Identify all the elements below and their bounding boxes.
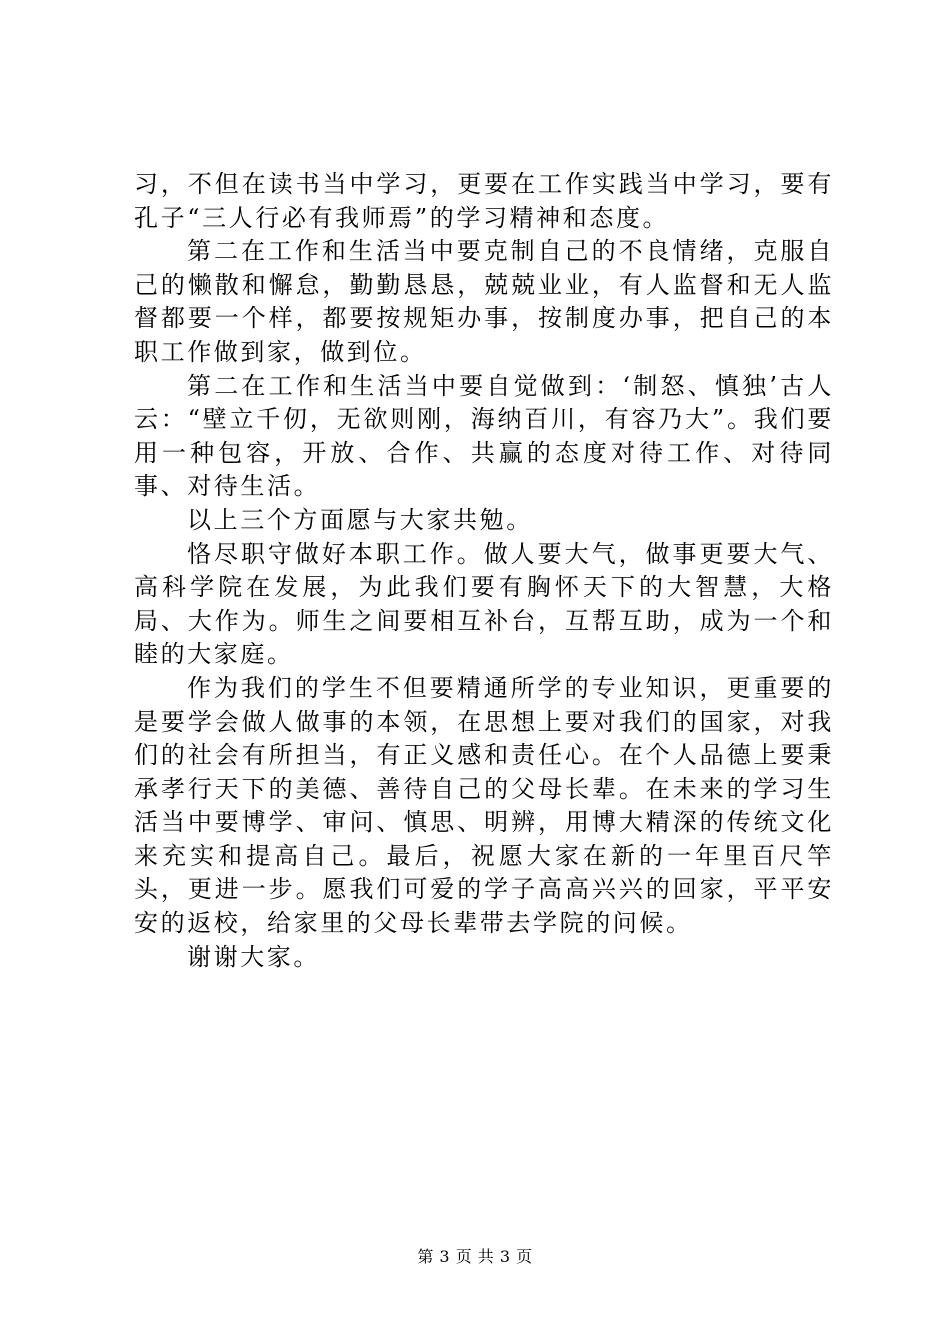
document-body	[134, 168, 834, 974]
paragraph-6: 作为我们的学生不但要精通所学的专业知识，更重要的是要学会做人做事的本领，在思想上要对我们的国家，对我们的社会有所担当，有正义感和责任心。在个人品德上要秉承孝行天下的美德、善待自己的父母长辈。在未来的学习生活当中要博学、审问、慎思、明辨，用博大精深的传统文化来充实和提高自己。最后，祝愿大家在新的一年里百尺竿头，更进一步。愿我们可爱的学子高高兴兴的回家，平平安安的返校，给家里的父母长辈带去学院的问候。	[134, 673, 834, 938]
paragraph-1: 习，不但在读书当中学习，更要在工作实践当中学习，要有孔子“三人行必有我师焉”的学习精神和态度。	[134, 170, 834, 232]
paragraph-4: 以上三个方面愿与大家共勉。	[187, 505, 533, 534]
paragraph-7: 谢谢大家。	[187, 942, 320, 971]
paragraph-5: 恪尽职守做好本职工作。做人要大气，做事更要大气、高科学院在发展，为此我们要有胸怀天下的大智慧，大格局、大作为。师生之间要相互补台，互帮互助，成为一个和睦的大家庭。	[134, 539, 834, 669]
paragraph-3: 第二在工作和生活当中要自觉做到：‘制怒、慎独’古人云：“壁立千仞，无欲则刚，海纳百川，有容乃大”。我们要用一种包容，开放、合作、共赢的态度对待工作、对待同事、对待生活。	[134, 371, 834, 501]
page-footer: 第 3 页 共 3 页	[417, 1247, 533, 1266]
paragraph-2: 第二在工作和生活当中要克制自己的不良情绪，克服自己的懒散和懈怠，勤勤恳恳，兢兢业业，有人监督和无人监督都要一个样，都要按规矩办事，按制度办事，把自己的本职工作做到家，做到位。	[134, 237, 834, 366]
